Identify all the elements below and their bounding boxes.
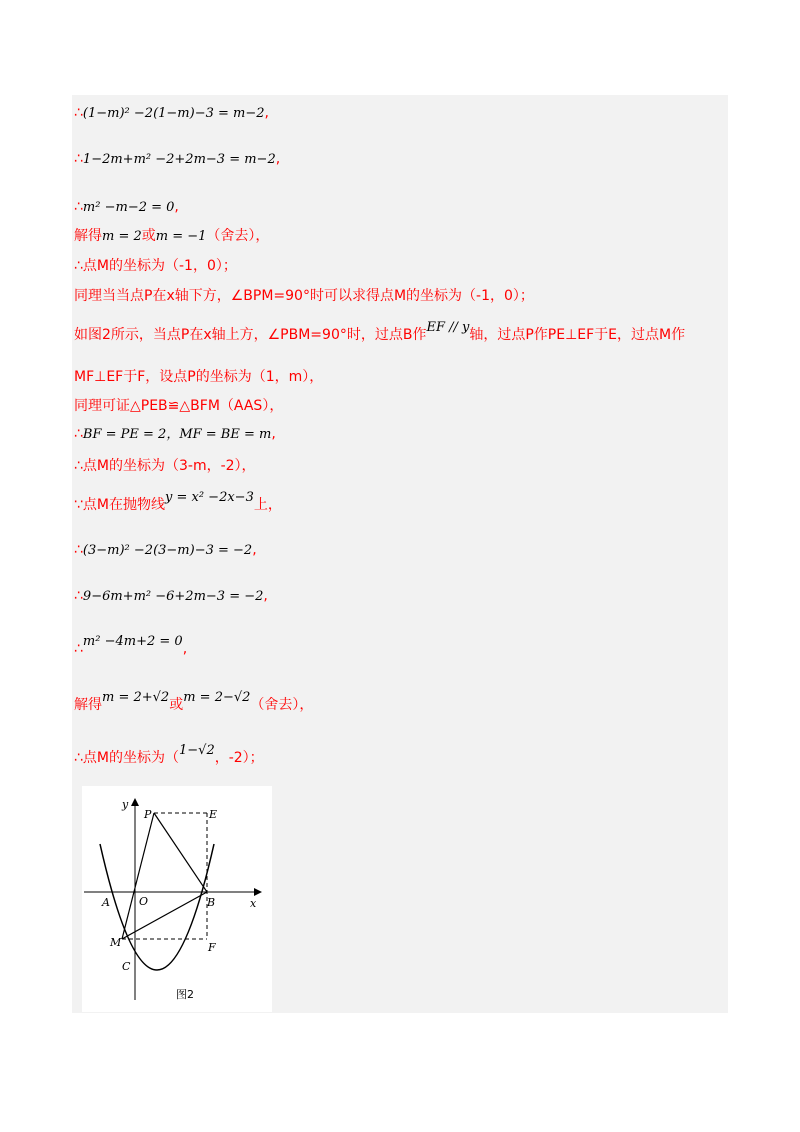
equation: 1−2m+m² −2+2m−3 = m−2 <box>82 152 276 167</box>
label-x: x <box>250 897 257 910</box>
step-line-3: ∴m² −m−2 = 0, <box>74 199 179 215</box>
step-line-11: ∴点M的坐标为（3-m，-2）， <box>74 458 256 474</box>
step-line-9: 同理可证△PEB≌△BFM（AAS）， <box>74 398 284 414</box>
label-e: E <box>209 808 218 821</box>
label-p: P <box>144 808 152 821</box>
step-line-12: ∵点M在抛物线y = x² −2x−3上， <box>74 490 282 513</box>
segment-pb <box>154 813 207 892</box>
equation: EF // y <box>426 320 470 335</box>
step-line-6: 同理当当点P在x轴下方，∠BPM=90°时可以求得点M的坐标为（-1，0）； <box>74 288 534 304</box>
equation: m = 2−√2 <box>183 690 251 705</box>
segment-pm <box>122 813 154 939</box>
equation: m² −m−2 = 0 <box>82 200 175 215</box>
label-m: M <box>110 936 122 949</box>
equation: (3−m)² −2(3−m)−3 = −2 <box>82 543 253 558</box>
equation: 9−6m+m² −6+2m−3 = −2 <box>82 589 264 604</box>
step-line-2: ∴1−2m+m² −2+2m−3 = m−2, <box>74 151 281 167</box>
step-line-7: 如图2所示，当点P在x轴上方，∠PBM=90°时，过点B作EF // y轴，过点P作PE⊥EF于E，过点M作 <box>74 320 686 343</box>
step-line-1: ∴(1−m)² −2(1−m)−3 = m−2, <box>74 105 269 121</box>
step-line-5: ∴点M的坐标为（-1，0）； <box>74 258 237 274</box>
label-y: y <box>122 798 129 811</box>
figure-2 <box>82 786 272 1012</box>
equation: 1−√2 <box>179 743 215 758</box>
step-line-14: ∴9−6m+m² −6+2m−3 = −2, <box>74 588 268 604</box>
step-line-8: MF⊥EF于F，设点P的坐标为（1，m）， <box>74 369 324 385</box>
equation: m = −1 <box>155 229 207 244</box>
label-a: A <box>102 896 110 909</box>
label-b: B <box>207 896 216 909</box>
figure-caption: 图2 <box>176 988 194 1001</box>
step-line-4: 解得m = 2或m = −1（舍去）， <box>74 228 270 244</box>
y-axis-arrow-icon <box>131 798 139 806</box>
step-line-17: ∴点M的坐标为（1−√2，-2）； <box>74 743 264 766</box>
equation: BF = PE = 2，MF = BE = m <box>82 427 272 442</box>
equation: m = 2+√2 <box>102 690 170 705</box>
label-o: O <box>139 895 149 908</box>
step-line-10: ∴BF = PE = 2，MF = BE = m, <box>74 426 276 442</box>
equation: m² −4m+2 = 0 <box>82 634 183 649</box>
x-axis-arrow-icon <box>254 888 262 896</box>
parabola-curve <box>100 844 214 970</box>
step-line-13: ∴(3−m)² −2(3−m)−3 = −2, <box>74 542 257 558</box>
equation: y = x² −2x−3 <box>165 490 254 505</box>
equation: (1−m)² −2(1−m)−3 = m−2 <box>82 106 265 121</box>
step-line-15: ∴m² −4m+2 = 0, <box>74 634 188 657</box>
geometry-diagram <box>82 786 272 1012</box>
equation: m = 2 <box>102 229 142 244</box>
step-line-16: 解得m = 2+√2或m = 2−√2（舍去）， <box>74 690 314 713</box>
label-f: F <box>208 941 216 954</box>
label-c: C <box>122 960 131 973</box>
